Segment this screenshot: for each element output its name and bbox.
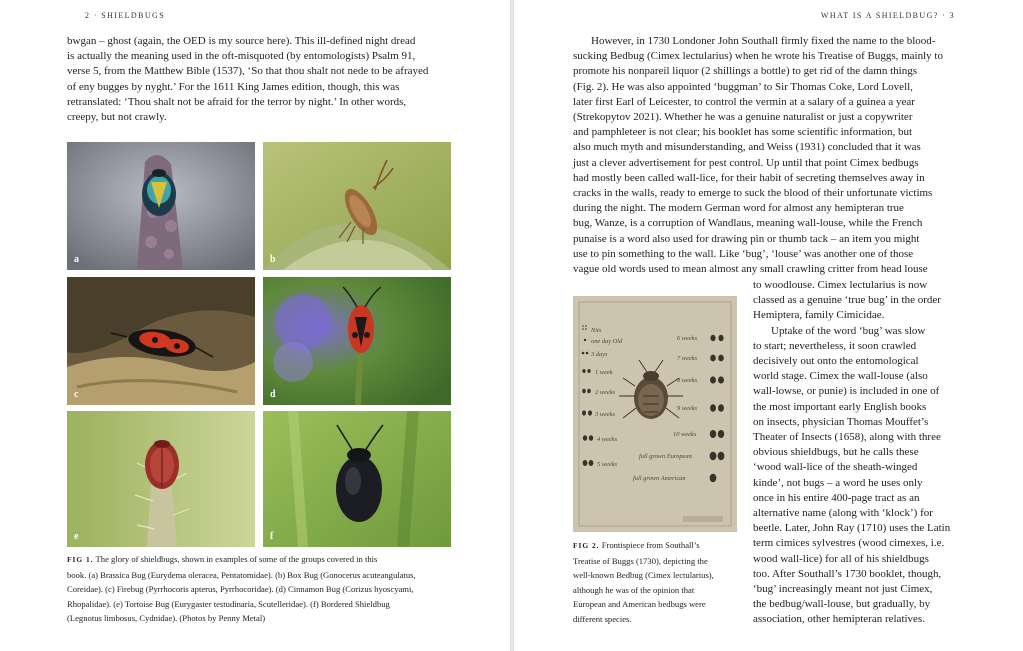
photo-label: c (74, 389, 79, 400)
text-line: sucking Bedbug (Cimex lectularius) when he wrote his Treatise of Buggs, mainly to (573, 50, 943, 63)
caption-line: different species. (573, 613, 632, 624)
text-line: the bedbug/wall-louse, but gradually, by (753, 598, 931, 611)
plate-label: 3 days (591, 351, 608, 358)
text-line: had mostly been called wall-lice, for their habit of secreting themselves away in (573, 171, 925, 184)
plate-label: full grown American (633, 475, 686, 482)
caption-line: Treatise of Buggs (1730), depicting the (573, 555, 708, 566)
plate-label: 4 weeks (597, 436, 618, 443)
text-line: during the night. The modern German word for almost any hemipteran true (573, 202, 904, 215)
photo-bordered-shieldbug (263, 411, 451, 547)
text-line: classed as a genuine ‘true bug’ in the order (753, 294, 941, 307)
text-line: term cimices sylvestres (wood cimexes, i.e. (753, 537, 945, 550)
text-line: Theater of Insects (1658), along with three (753, 431, 941, 444)
text-line: wall-lowse, or punie) is included in one of (753, 385, 940, 398)
text-line: promote his nonpareil liquor (2 shillings a bottle) to get rid of the damn things (573, 65, 918, 78)
text-line: use to pin something to the wall. Like ‘bug’, ‘louse’ was another one of those (573, 247, 914, 260)
text-line: cracks in the walls, ready to emerge to suck the blood of their unfortunate victims (573, 187, 933, 200)
text-line: retranslated: ‘Thou shalt not be afraid for the terror by night.’ In other words, (67, 95, 407, 108)
text-line: obvious shieldbugs, but he calls these (753, 446, 919, 459)
photo-cinnamon-bug (263, 277, 451, 405)
plate-label: full grown European (639, 453, 692, 460)
photo-label: d (270, 389, 276, 400)
plate-label: Nits (591, 327, 602, 334)
plate-label: 8 weeks (677, 377, 698, 384)
text-line: (Fig. 2). He was also appointed ‘buggman’ to Sir Thomas Coke, Lord Lovell, (573, 80, 913, 93)
figure-number: FIG 1. (67, 555, 94, 564)
text-line: creepy, but not crawly. (67, 111, 167, 124)
plate-label: one day Old (591, 338, 623, 345)
right-running-head: WHAT IS A SHIELDBUG? · 3 (820, 11, 955, 20)
text-line: Uptake of the word ‘bug’ was slow (771, 324, 926, 337)
plate-label: 10 weeks (673, 431, 697, 438)
left-running-head: 2 · SHIELDBUGS (85, 11, 166, 20)
text-line: just a clever advertisement for pest control. Up until that point Cimex bedbugs (573, 156, 919, 169)
right-body-text (573, 34, 943, 277)
photo-firebug (67, 277, 255, 405)
caption-line: although he was of the opinion that (573, 584, 695, 595)
caption-line: Coreidae). (c) Firebug (Pyrrhocoris apterus, Pyrrhocoridae). (d) Cinnamon Bug (Corizus hyoscyami, (67, 584, 414, 595)
text-line: once in his entire 400-page tract as an (753, 491, 920, 504)
text-line: (Strekopytov 2021). Whether he was a genuine naturalist or just a copywriter (573, 111, 913, 124)
text-line: to woodlouse. Cimex lectularius is now (753, 279, 928, 291)
photo-box-bug (263, 142, 451, 270)
text-line: bwgan – ghost (again, the OED is my source here). This ill-defined night dread (67, 35, 416, 47)
text-line: Hemiptera, family Cimicidae. (753, 309, 885, 322)
text-line: the most important early English books (753, 400, 927, 413)
plate-label: 5 weeks (597, 461, 618, 468)
text-line: and pamphleteer is not clear; his booklet has some scientific information, but (573, 126, 913, 139)
text-line: to start; nevertheless, it soon crawled (753, 339, 917, 352)
plate-label: 9 weeks (677, 405, 698, 412)
photo-tortoise-bug (67, 411, 255, 547)
caption-line: European and American bedbugs were (573, 599, 706, 610)
caption-line: The glory of shieldbugs, shown in examples of some of the groups covered in this (95, 554, 378, 564)
frontispiece-plate (573, 296, 737, 532)
photo-brassica-bug (67, 142, 255, 270)
caption-line: Rhopalidae). (e) Tortoise Bug (Eurygaster testudinaria, Scutelleridae). (f) Bordered Shieldbug (67, 598, 390, 609)
text-line: on insects, physician Thomas Mouffet’s (753, 415, 929, 428)
photo-label: f (270, 531, 274, 542)
text-line: later first Earl of Leicester, to control the vermin at a salary of a guinea a year (573, 95, 915, 108)
text-line: kinde’, not bugs – a word he uses only (753, 476, 923, 489)
text-line: beetle. Later, John Ray (1710) uses the Latin (753, 522, 951, 535)
text-line: of eny bugges by nyght.’ For the 1611 King James edition, though, this was (67, 80, 400, 93)
photo-label: e (74, 531, 79, 542)
text-line: verse 5, from the Matthew Bible (1537), ‘So that thou shalt not nede to be afrayed (67, 65, 429, 78)
text-line: However, in 1730 Londoner John Southall firmly fixed the name to the blood- (591, 35, 936, 47)
plate-label: 1 week (595, 369, 613, 376)
left-body-text (67, 34, 428, 125)
figure-2-caption (573, 538, 714, 627)
photo-label: b (270, 254, 276, 265)
text-line: punaise is a word also used for drawing pin or thumb tack – an item you might (573, 232, 920, 245)
text-line: association, other hemipteran relatives. (753, 613, 925, 626)
text-line: ‘wood wall-lice of the sheath-winged (753, 461, 918, 474)
photo-label: a (74, 254, 79, 265)
caption-line: book. (a) Brassica Bug (Eurydema oleracea, Pentatomidae). (b) Box Bug (Gonocerus acuteangulatus, (67, 569, 416, 580)
text-line: decisively out onto the entomological (753, 355, 919, 368)
text-line: too. After Southall’s 1730 booklet, though, (753, 567, 942, 580)
figure-number: FIG 2. (573, 541, 600, 550)
text-line: bug, Wanze, is a corruption of Wandlaus, meaning wall-louse, while the French (573, 217, 923, 230)
text-line: wood wall-lice) for all of his shieldbugs (753, 552, 929, 565)
plate-label: 2 weeks (595, 389, 616, 396)
figure-1-caption (67, 552, 416, 626)
text-line: alternative name (along with ‘klock’) for (753, 507, 933, 520)
text-line: vague old words used to mean almost any small crawling critter from head louse (573, 263, 928, 276)
plate-label: 7 weeks (677, 355, 698, 362)
text-line: world stage. Cimex the wall-louse (also (753, 370, 928, 383)
text-line: ‘bug’ increasingly meant not just Cimex, (753, 583, 933, 596)
plate-label: 6 weeks (677, 335, 698, 342)
caption-line: well-known Bedbug (Cimex lectularius), (573, 570, 714, 581)
caption-line: Frontispiece from Southall’s (601, 540, 700, 550)
text-line: is actually the meaning used in the oft-misquoted (by entomologists) Psalm 91, (67, 50, 416, 63)
caption-line: (Legnotus limbosus, Cydnidae). (Photos by Penny Metal) (67, 613, 266, 624)
plate-label: 3 weeks (595, 411, 616, 418)
right-side-column (753, 278, 950, 628)
text-line: also much myth and misunderstanding, and Weiss (1931) concluded that it was (573, 141, 921, 154)
left-page (0, 0, 510, 651)
